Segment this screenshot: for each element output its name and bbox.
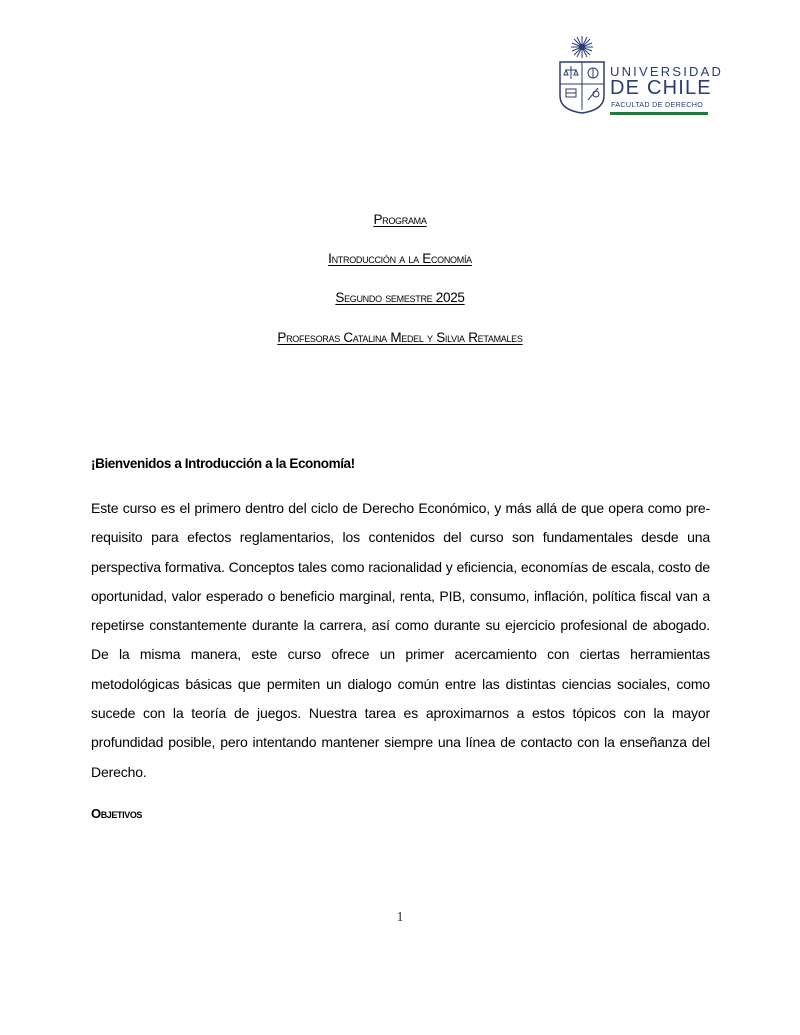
document-title: Programa (373, 212, 427, 227)
semester-label: Segundo semestre 2025 (335, 290, 465, 305)
objectives-heading: Objetivos (91, 806, 143, 821)
logo-line-1: UNIVERSIDAD (610, 64, 724, 79)
logo-accent-bar (610, 112, 708, 115)
university-crest-icon (558, 34, 606, 114)
logo-line-2: DE CHILE (610, 77, 712, 99)
university-logo (558, 34, 724, 118)
course-name: Introducción a la Economía (328, 251, 472, 266)
intro-paragraph: Este curso es el primero dentro del ciclo de Derecho Económico, y más allá de que opera como pre-requisito para efectos reglamentarios, los contenidos del curso son fundamentales desde una perspectiva formativa. Conceptos tales como racionalidad y eficiencia, economías de escala, costo de oportunidad, valor esperado o beneficio marginal, renta, PIB, consumo, inflación, política fiscal van a repetirse constantemente durante la carrera, así como durante su ejercicio profesional de abogado. De la misma manera, este curso ofrece un primer acercamiento con ciertas herramientas metodológicas básicas que permiten un dialogo común entre las distintas ciencias sociales, como sucede con la teoría de juegos. Nuestra tarea es aproximarnos a estos tópicos con la mayor profundidad posible, pero intentando mantener siempre una línea de contacto con la enseñanza del Derecho. (91, 500, 710, 780)
welcome-heading: ¡Bienvenidos a Introducción a la Economía! (91, 456, 355, 471)
professors-label: Profesoras Catalina Medel y Silvia Retamales (277, 330, 523, 345)
logo-line-3: FACULTAD DE DERECHO (611, 100, 704, 109)
page-number: 1 (396, 910, 404, 925)
